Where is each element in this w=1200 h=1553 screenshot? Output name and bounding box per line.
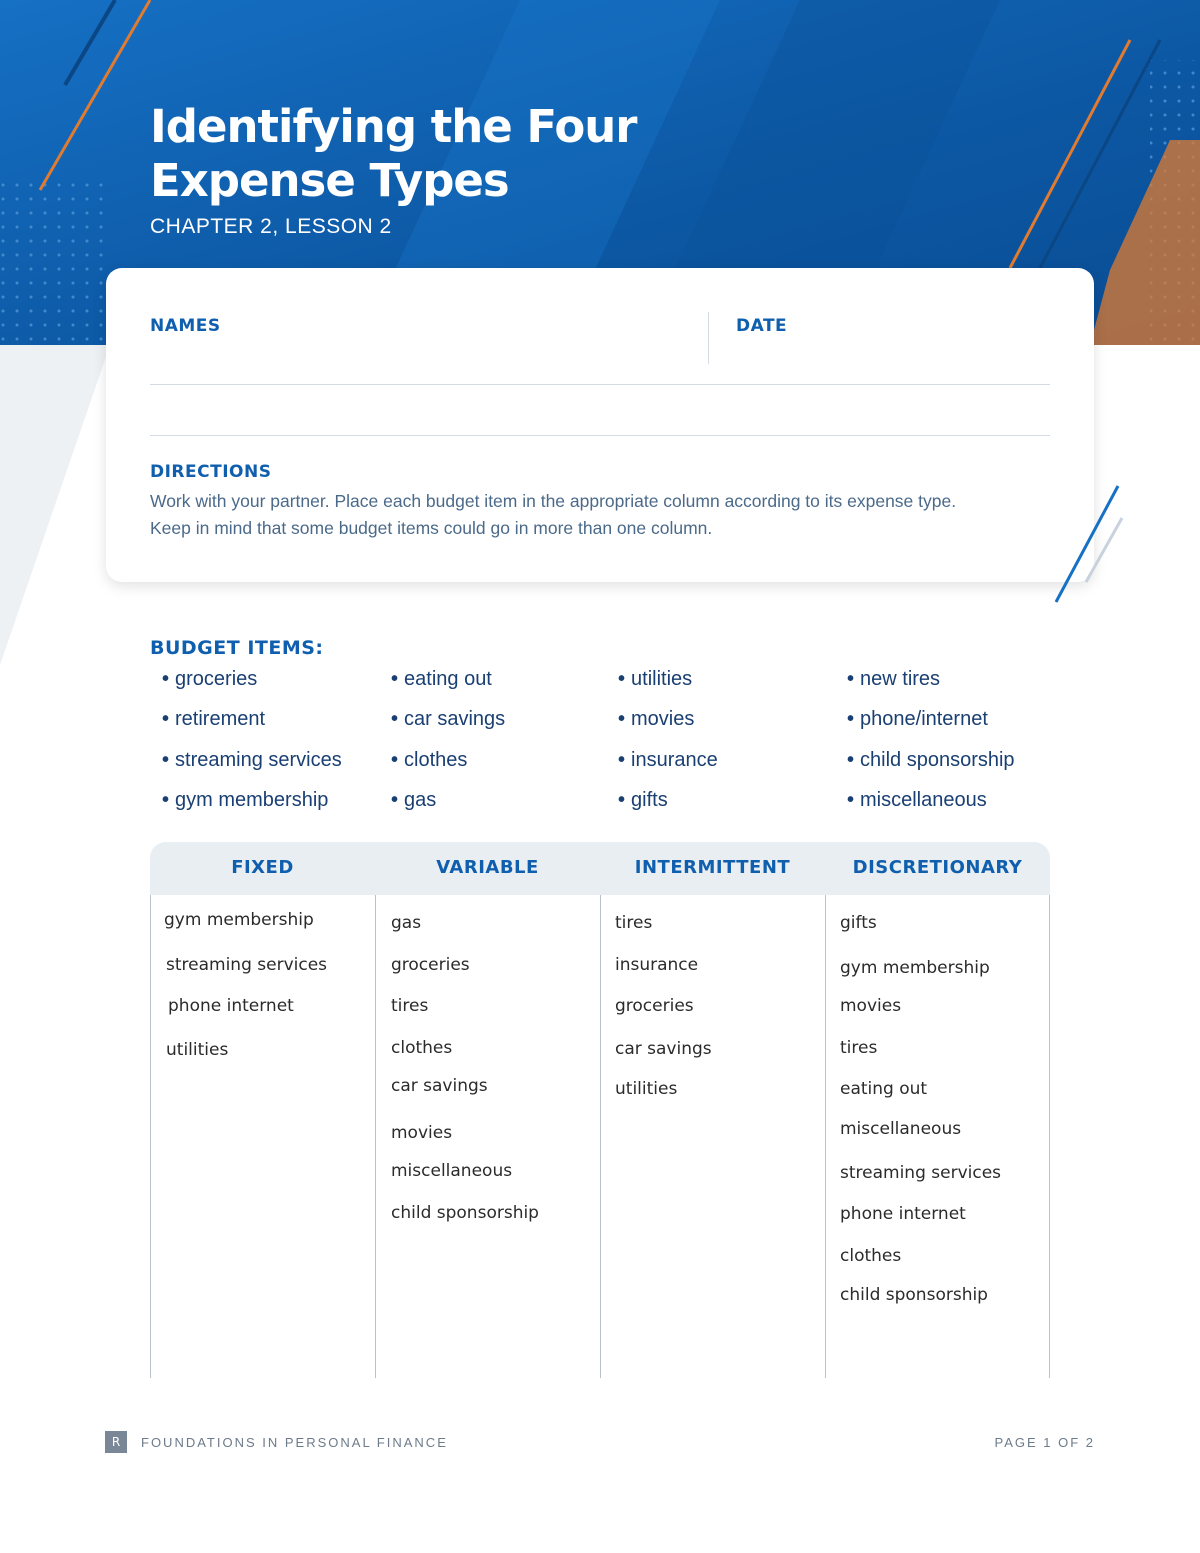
header-fixed: FIXED [231,857,294,878]
budget-item: • insurance [618,749,718,771]
budget-item: • groceries [162,668,258,690]
info-card [106,268,1094,582]
fixed-entry[interactable]: streaming services [166,955,328,975]
intermittent-entry[interactable]: groceries [615,996,694,1016]
budget-item: • miscellaneous [847,789,987,811]
variable-entry[interactable]: groceries [391,955,470,975]
page-title [150,100,770,208]
fixed-entry[interactable]: gym membership [164,910,314,930]
intermittent-entry[interactable]: tires [615,913,653,933]
column-divider [1049,895,1050,1378]
card-slash-decoration [1050,480,1130,610]
discretionary-entry[interactable]: child sponsorship [840,1285,988,1305]
variable-entry[interactable]: gas [391,913,422,933]
discretionary-entry[interactable]: clothes [840,1246,902,1266]
budget-item: • gas [391,789,437,811]
ramsey-logo-icon: R [105,1431,127,1453]
column-divider [375,895,376,1378]
budget-item: • gym membership [162,789,329,811]
header-variable: VARIABLE [436,857,539,878]
budget-item: • movies [618,708,695,730]
names-date-underline[interactable] [150,384,1050,385]
title-line-2: Expense Types [150,154,509,207]
budget-item: • car savings [391,708,506,730]
header-discretionary: DISCRETIONARY [852,857,1023,878]
date-label: DATE [736,316,788,336]
names-date-divider [708,312,709,364]
column-divider [600,895,601,1378]
variable-entry[interactable]: car savings [391,1076,488,1096]
discretionary-entry[interactable]: tires [840,1038,878,1058]
budget-item: • clothes [391,749,468,771]
variable-entry[interactable]: child sponsorship [391,1203,539,1223]
discretionary-entry[interactable]: gifts [840,913,877,933]
budget-items-title: BUDGET ITEMS: [150,637,324,659]
variable-entry[interactable]: movies [391,1123,453,1143]
budget-item: • streaming services [162,749,342,771]
chapter-subtitle: CHAPTER 2, LESSON 2 [150,215,392,238]
variable-entry[interactable]: miscellaneous [391,1161,513,1181]
expense-table [150,842,1050,1378]
column-divider [825,895,826,1378]
intermittent-entry[interactable]: insurance [615,955,699,975]
footer-course-name: FOUNDATIONS IN PERSONAL FINANCE [141,1435,448,1450]
title-line-1: Identifying the Four [150,100,637,153]
directions-label: DIRECTIONS [150,462,272,482]
directions-line-1: Work with your partner. Place each budget item in the appropriate column according to its expense type. [150,491,957,511]
column-divider [150,895,151,1378]
variable-entry[interactable]: tires [391,996,429,1016]
discretionary-entry[interactable]: phone internet [840,1204,966,1224]
budget-item: • phone/internet [847,708,988,730]
budget-item: • child sponsorship [847,749,1015,771]
intermittent-entry[interactable]: utilities [615,1079,678,1099]
variable-entry[interactable]: clothes [391,1038,453,1058]
fixed-entry[interactable]: phone internet [168,996,294,1016]
directions-text [150,488,1070,542]
discretionary-entry[interactable]: streaming services [840,1163,1002,1183]
discretionary-entry[interactable]: movies [840,996,902,1016]
budget-item: • gifts [618,789,668,811]
discretionary-entry[interactable]: gym membership [840,958,990,978]
names-second-line[interactable] [150,435,1050,436]
discretionary-entry[interactable]: eating out [840,1079,928,1099]
fixed-entry[interactable]: utilities [166,1040,229,1060]
budget-item: • new tires [847,668,941,690]
intermittent-entry[interactable]: car savings [615,1039,712,1059]
footer-page-number: PAGE 1 OF 2 [994,1435,1095,1450]
discretionary-entry[interactable]: miscellaneous [840,1119,962,1139]
directions-line-2: Keep in mind that some budget items could go in more than one column. [150,518,713,538]
budget-item: • retirement [162,708,266,730]
budget-item: • eating out [391,668,492,690]
budget-item: • utilities [618,668,693,690]
names-label: NAMES [150,316,221,336]
header-intermittent: INTERMITTENT [634,857,791,878]
